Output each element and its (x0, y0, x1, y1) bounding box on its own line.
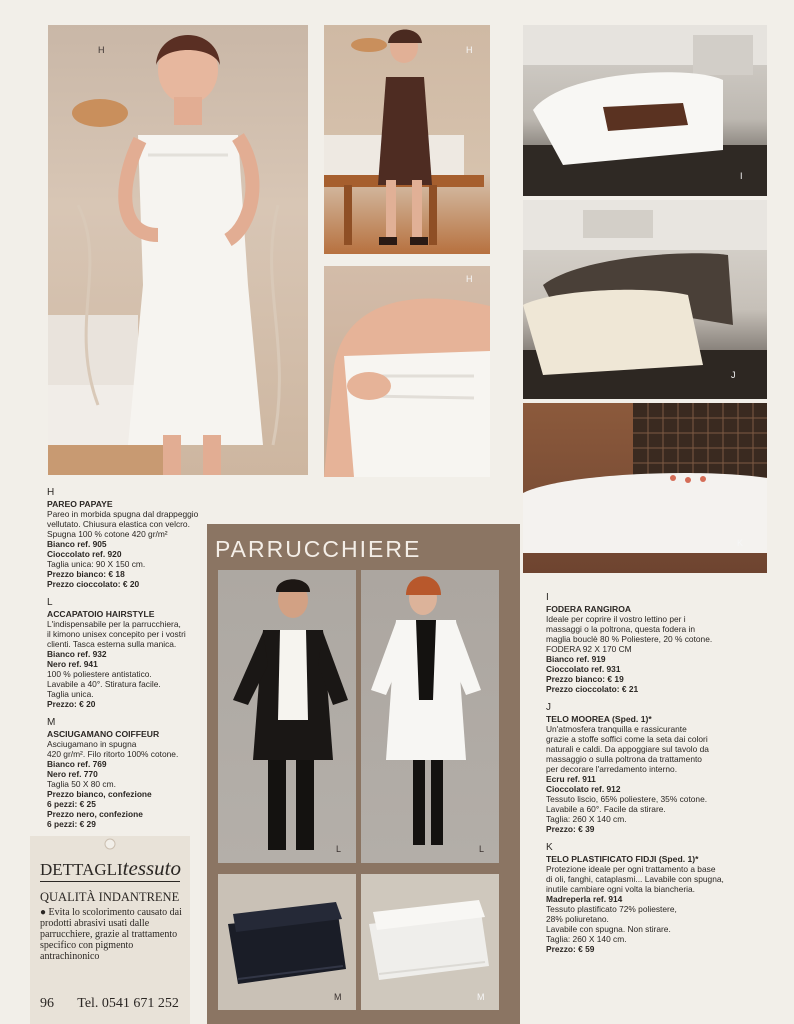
photo-pareo-closeup (324, 266, 490, 477)
product-block-moorea (546, 703, 766, 834)
left-product-column (47, 488, 207, 829)
product-price: 6 pezzi: € 29 (47, 819, 96, 829)
product-desc-line: Lavabile a 60°. Facile da stirare. (546, 804, 666, 814)
product-price: Prezzo bianco, confezione (47, 789, 152, 799)
product-desc-line: Asciugamano in spugna (47, 739, 137, 749)
product-price: Prezzo cioccolato: € 21 (546, 684, 639, 694)
product-desc-line: Un'atmosfera tranquilla e rassicurante (546, 724, 687, 734)
product-ref: Ecru ref. 911 (546, 774, 596, 784)
product-desc-line: maglia bouclè 80 % Poliestere, 20 % cotone. (546, 634, 713, 644)
photo-pareo-brown-model (324, 25, 490, 254)
badge-quality-title: QUALITÀ INDANTRENE (40, 890, 180, 904)
product-ref: Bianco ref. 769 (47, 759, 107, 769)
photo-tag: M (477, 992, 485, 1002)
product-ref: Bianco ref. 932 (47, 649, 107, 659)
product-ref: Cioccolato ref. 912 (546, 784, 621, 794)
photo-towels-black (218, 874, 356, 1010)
photo-towels-white (361, 874, 499, 1010)
product-letter: L (47, 597, 53, 608)
product-title: ACCAPATOIO HAIRSTYLE (47, 609, 155, 619)
product-price: Prezzo: € 39 (546, 824, 595, 834)
photo-towels-black-illustration (218, 874, 356, 1010)
product-desc-line: massaggio o sulla poltrona da trattamento (546, 754, 702, 764)
product-desc-line: massaggi o la poltrona, questa fodera in (546, 624, 695, 634)
product-desc-line: Taglia unica. (47, 689, 94, 699)
product-desc-line: Ideale per coprire il vostro lettino per i (546, 614, 686, 624)
product-desc-line: per decorare l'arredamento interno. (546, 764, 678, 774)
product-title: TELO PLASTIFICATO FIDJI (Sped. 1)* (546, 854, 699, 864)
product-desc-line: il kimono unisex concepito per i vostri (47, 629, 186, 639)
product-letter: K (546, 842, 553, 853)
product-price: Prezzo: € 20 (47, 699, 96, 709)
product-ref: Nero ref. 770 (47, 769, 98, 779)
product-desc-line: Tessuto plastificato 72% poliestere, (546, 904, 677, 914)
product-ref: Nero ref. 941 (47, 659, 98, 669)
photo-fidji-bed (523, 403, 767, 573)
photo-pareo-brown-model-illustration (324, 25, 490, 254)
photo-tag: J (731, 370, 736, 380)
phone-number: Tel. 0541 671 252 (77, 996, 179, 1011)
product-desc-line: Spugna 100 % cotone 420 gr/m² (47, 529, 168, 539)
product-ref: Madreperla ref. 914 (546, 894, 623, 904)
product-title: TELO MOOREA (Sped. 1)* (546, 714, 652, 724)
photo-tag: L (479, 844, 485, 854)
photo-kimono-white (361, 570, 499, 863)
product-block-asciugamano (47, 718, 207, 829)
product-title: ASCIUGAMANO COIFFEUR (47, 729, 160, 739)
product-desc-line: Lavabile a 40°. Stiratura facile. (47, 679, 161, 689)
badge-quality-text (40, 907, 185, 962)
photo-tag: K (737, 538, 744, 548)
product-desc-line: L'indispensabile per la parrucchiera, (47, 619, 181, 629)
product-title: PAREO PAPAYE (47, 499, 113, 509)
product-letter: J (546, 702, 551, 713)
photo-kimono-black (218, 570, 356, 863)
badge-quality-description: Evita lo scolorimento causato dai prodotti abrasivi usati dalle parrucchiere, grazie al trattamento specifico con pigmento antrachinonico (40, 907, 182, 962)
photo-kimono-white-illustration (361, 570, 499, 863)
photo-tag: L (336, 844, 342, 854)
badge-brand-italic: tessuto (122, 856, 182, 880)
page-footer (40, 996, 179, 1012)
photo-tag: I (740, 171, 743, 181)
photo-kimono-black-illustration (218, 570, 356, 863)
photo-fodera-bed-illustration (523, 25, 767, 196)
product-letter: I (546, 592, 549, 603)
product-desc-line: naturali e caldi. Da appoggiare sul tavolo da (546, 744, 709, 754)
badge-brand-plain: DETTAGLI (40, 860, 123, 879)
product-desc-line: Tessuto liscio, 65% poliestere, 35% cotone. (546, 794, 708, 804)
page-number: 96 (40, 996, 54, 1011)
photo-fidji-bed-illustration (523, 403, 767, 573)
product-ref: Cioccolato ref. 931 (546, 664, 621, 674)
product-desc-line: di oli, fanghi, cataplasmi... Lavabile con spugna, (546, 874, 724, 884)
product-letter: M (47, 717, 56, 728)
product-desc-line: 28% poliuretano. (546, 914, 609, 924)
photo-pareo-closeup-illustration (324, 266, 490, 477)
product-desc-line: Taglia: 260 X 140 cm. (546, 814, 627, 824)
product-price: Prezzo nero, confezione (47, 809, 143, 819)
product-ref: Cioccolato ref. 920 (47, 549, 122, 559)
product-desc-line: inutile cambiare ogni volta la biancheria. (546, 884, 695, 894)
product-desc-line: Pareo in morbida spugna dal drappeggio (47, 509, 199, 519)
product-desc-line: Lavabile con spugna. Non stirare. (546, 924, 671, 934)
product-title: FODERA RANGIROA (546, 604, 632, 614)
photo-tag: M (334, 992, 342, 1002)
product-desc-line: vellutato. Chiusura elastica con velcro. (47, 519, 190, 529)
product-desc-line: Protezione ideale per ogni trattamento a base (546, 864, 716, 874)
product-price: 6 pezzi: € 25 (47, 799, 96, 809)
product-desc-line: 100 % poliestere antistatico. (47, 669, 152, 679)
photo-tag: H (466, 274, 473, 284)
photo-pareo-white-model (48, 25, 308, 475)
product-desc-line: FODERA 92 X 170 CM (546, 644, 632, 654)
product-desc-line: grazie a stoffe soffici come la seta dai colori (546, 734, 708, 744)
product-desc-line: Taglia: 260 X 140 cm. (546, 934, 627, 944)
product-block-accapatoio (47, 598, 207, 709)
photo-tag: H (98, 45, 105, 55)
photo-towels-white-illustration (361, 874, 499, 1010)
photo-pareo-white-model-illustration (48, 25, 308, 475)
section-title: PARRUCCHIERE (215, 536, 422, 562)
product-block-fodera (546, 593, 766, 694)
bullet-icon: ● (40, 907, 49, 918)
product-price: Prezzo: € 59 (546, 944, 595, 954)
product-price: Prezzo bianco: € 18 (47, 569, 125, 579)
photo-fodera-bed (523, 25, 767, 196)
photo-tag: H (466, 45, 473, 55)
badge-divider (40, 881, 180, 882)
product-desc-line: Taglia unica: 90 X 150 cm. (47, 559, 146, 569)
product-price: Prezzo cioccolato: € 20 (47, 579, 140, 589)
product-ref: Bianco ref. 919 (546, 654, 606, 664)
product-block-fidji (546, 843, 766, 954)
product-price: Prezzo bianco: € 19 (546, 674, 624, 684)
badge-brand (40, 856, 181, 881)
right-product-column (546, 593, 766, 954)
product-desc-line: clienti. Tasca esterna sulla manica. (47, 639, 177, 649)
product-letter: H (47, 487, 55, 498)
product-desc-line: Taglia 50 X 80 cm. (47, 779, 116, 789)
photo-moorea-bed (523, 200, 767, 399)
product-ref: Bianco ref. 905 (47, 539, 107, 549)
product-desc-line: 420 gr/m². Filo ritorto 100% cotone. (47, 749, 179, 759)
product-block-pareo (47, 488, 207, 589)
